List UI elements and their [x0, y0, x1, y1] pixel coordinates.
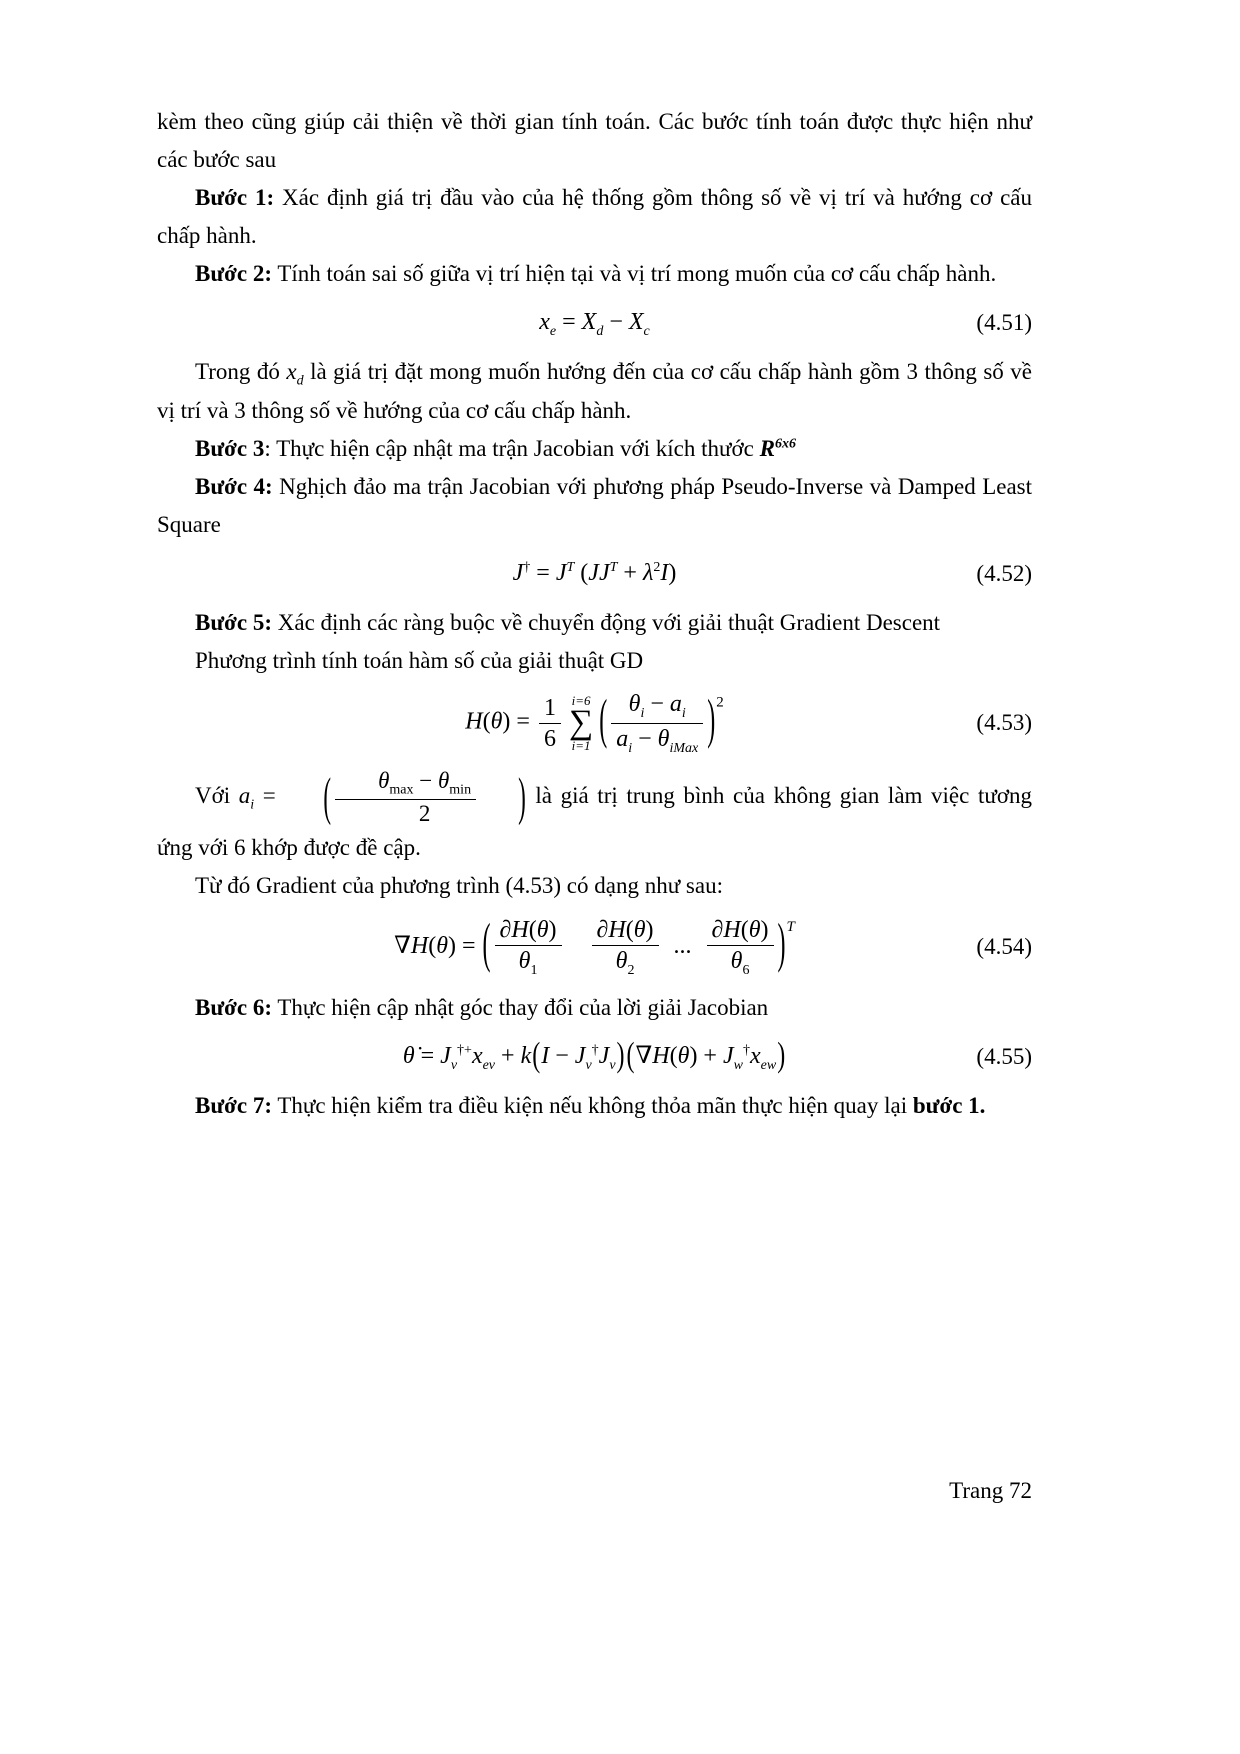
- equation-4-53-number: (4.53): [976, 710, 1032, 736]
- equation-4-51-number: (4.51): [976, 309, 1032, 335]
- paragraph-voi: Với $a_i$ = ( $\frac{\theta_{max} - \theta_{min}}{2}$ ) là giá trị trung bình của không gian làm việc tương ứng với 6 khớp được đề cập.: [157, 768, 1032, 860]
- step-1-paragraph: Bước 1: Xác định giá trị đầu vào của hệ thống gồm thông số về vị trí và hướng cơ cấu chấp hành.: [157, 184, 1032, 248]
- equation-4-51: [157, 303, 1032, 343]
- equation-4-54: [157, 915, 1032, 980]
- paragraph-tu-do: Từ đó Gradient của phương trình (4.53) có dạng như sau:: [195, 872, 723, 898]
- equation-4-51-math: $x_e = X_d - X_c$: [539, 308, 650, 339]
- equation-4-55-number: (4.55): [976, 1044, 1032, 1070]
- equation-4-53: [157, 689, 1032, 757]
- step-5-paragraph: Bước 5: Xác định các ràng buộc về chuyển động với giải thuật Gradient Descent: [195, 609, 941, 635]
- step-6-paragraph: Bước 6: Thực hiện cập nhật góc thay đổi của lời giải Jacobian: [195, 995, 769, 1021]
- step-2-paragraph: Bước 2: Tính toán sai số giữa vị trí hiện tại và vị trí mong muốn của cơ cấu chấp hành.: [195, 260, 997, 286]
- equation-4-53-math: H(θ) = $\frac{1}{6}$ i=6 ∑ i=1 ( $\frac{\theta_i - a_i}{a_i - \theta_{iMax}}$ )$^2$: [465, 691, 724, 756]
- step-7-paragraph: Bước 7: Thực hiện kiểm tra điều kiện nếu không thỏa mãn thực hiện quay lại bước 1.: [195, 1093, 986, 1119]
- paragraph-trong-do: Trong đó $x_d$ là giá trị đặt mong muốn hướng đến của cơ cấu chấp hành gồm 3 thông số về vị trí và 3 thông số về hướng của cơ cấu chấp hành.: [157, 358, 1032, 424]
- equation-4-52: [157, 554, 1032, 594]
- paragraph-gd-line: Phương trình tính toán hàm số của giải thuật GD: [195, 647, 644, 673]
- equation-4-52-number: (4.52): [976, 560, 1032, 586]
- equation-4-52-math: $J^\dagger = J^T$ $(JJ^T + \lambda^2I)$: [512, 560, 677, 587]
- page-number: Trang 72: [949, 1478, 1032, 1503]
- paragraph-intro: kèm theo cũng giúp cải thiện về thời gian tính toán. Các bước tính toán được thực hiện như các bước sau: [157, 109, 1032, 172]
- equation-4-54-number: (4.54): [976, 934, 1032, 960]
- step-3-paragraph: Bước 3: Thực hiện cập nhật ma trận Jacobian với kích thước $R^{6x6}$: [195, 436, 796, 462]
- step-4-paragraph: Bước 4: Nghịch đảo ma trận Jacobian với phương pháp Pseudo-Inverse và Damped Least Square: [157, 474, 1032, 538]
- equation-4-55: [157, 1037, 1032, 1077]
- equation-4-55-math: θ̇ = $J_v^{\dagger+}x_{ev} + k(I - J_v^\dagger J_v)(\nabla H(\theta) + J_w^\dagger x_{ew})$: [402, 1037, 786, 1075]
- equation-4-54-math: ∇H(θ) = ( $\frac{\partial H(\theta)}{\theta_1}$ $\frac{\partial H(\theta)}{\theta_2}$ ... $\frac{\partial H(\theta)}{\theta_6}$ )$^T$: [394, 915, 795, 978]
